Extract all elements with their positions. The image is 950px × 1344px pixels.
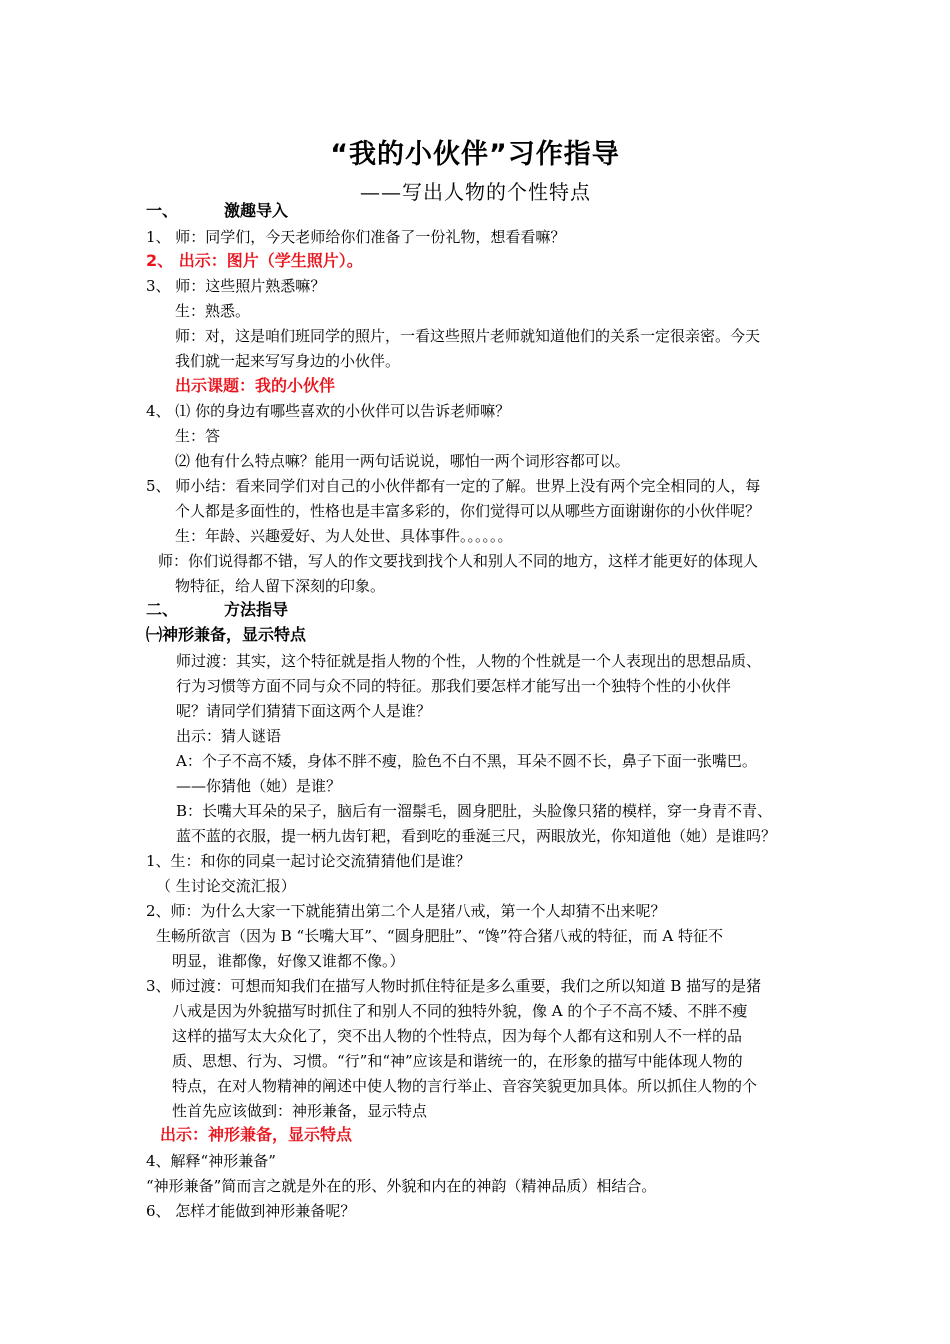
paragraph-line: “神形兼备”简而言之就是外在的形、外貌和内在的神韵（精神品质）相结合。 <box>146 1177 657 1195</box>
paragraph-line: 物特征，给人留下深刻的印象。 <box>175 577 386 595</box>
paragraph-line: 师过渡：其实，这个特征就是指人物的个性，人物的个性就是一个人表现出的思想品质、 <box>176 652 762 670</box>
paragraph-line: 师：对，这是咱们班同学的照片，一看这些照片老师就知道他们的关系一定很亲密。今天 <box>175 327 761 345</box>
paragraph-line: 特点，在对人物精神的阐述中使人物的言行举止、音容笑貌更加具体。所以抓住人物的个 <box>172 1077 758 1095</box>
paragraph-line: 4、 ⑴ 你的身边有哪些喜欢的小伙伴可以告诉老师嘛？ <box>146 402 511 420</box>
paragraph-line: 3、 师：这些照片熟悉嘛？ <box>146 277 326 295</box>
paragraph-line: 出示：猜人谜语 <box>176 727 282 745</box>
paragraph-line: 生：年龄、兴趣爱好、为人处世、具体事件。。。。。。 <box>175 527 513 545</box>
paragraph-line: 蓝不蓝的衣服，提一柄九齿钉耙，看到吃的垂涎三尺，两眼放光，你知道他（她）是谁吗？ <box>176 827 777 845</box>
paragraph-line: B：长嘴大耳朵的呆子，脑后有一溜鬃毛，圆身肥肚，头脸像只猪的模样，穿一身青不青、 <box>176 802 773 820</box>
highlight-line: 出示：神形兼备，显示特点 <box>160 1125 353 1144</box>
paragraph-line: 6、 怎样才能做到神形兼备呢？ <box>146 1202 356 1220</box>
paragraph-line: 5、 师小结：看来同学们对自己的小伙伴都有一定的了解。世界上没有两个完全相同的人，每 <box>146 477 761 495</box>
highlight-line: 出示课题：我的小伙伴 <box>175 376 336 395</box>
paragraph-line: 这样的描写太大众化了，突不出人物的个性特点，因为每个人都有这和别人不一样的品 <box>172 1027 743 1045</box>
paragraph-line: 生：熟悉。 <box>175 302 251 320</box>
section-heading-1 <box>146 201 288 221</box>
paragraph-line: 明显，谁都像，好像又谁都不像。） <box>172 952 405 970</box>
paragraph-line: 个人都是多面性的，性格也是丰富多彩的，你们觉得可以从哪些方面谢谢你的小伙伴呢？ <box>175 502 761 520</box>
section-title: 方法指导 <box>224 600 289 619</box>
highlight-line: 2、 出示：图片（学生照片）。 <box>146 251 363 270</box>
paragraph-line: 八戒是因为外貌描写时抓住了和别人不同的独特外貌，像 A 的个子不高不矮、不胖不瘦 <box>172 1002 748 1020</box>
paragraph-line: 生：答 <box>175 427 221 445</box>
paragraph-line: 1、 师：同学们，今天老师给你们准备了一份礼物，想看看嘛？ <box>146 228 566 246</box>
paragraph-line: 2、师：为什么大家一下就能猜出第二个人是猪八戒，第一个人却猜不出来呢？ <box>146 902 666 920</box>
paragraph-line: 我们就一起来写写身边的小伙伴。 <box>175 352 401 370</box>
section-heading-2 <box>146 600 288 620</box>
paragraph-line: ⑵ 他有什么特点嘛？能用一两句话说说，哪怕一两个词形容都可以。 <box>175 452 630 470</box>
section-title: 激趣导入 <box>224 201 289 220</box>
paragraph-line: 行为习惯等方面不同与众不同的特征。那我们要怎样才能写出一个独特个性的小伙伴 <box>176 677 732 695</box>
paragraph-line: （ 生讨论交流汇报） <box>156 877 296 895</box>
paragraph-line: 师：你们说得都不错，写人的作文要找到找个人和别人不同的地方，这样才能更好的体现人 <box>158 552 759 570</box>
paragraph-line: 呢？请同学们猜猜下面这两个人是谁？ <box>176 702 432 720</box>
paragraph-line: 4、解释“神形兼备” <box>146 1152 276 1170</box>
paragraph-line: 质、思想、行为、习惯。“行”和“神”应该是和谐统一的，在形象的描写中能体现人物的 <box>172 1052 743 1070</box>
section-number: 二、 <box>146 600 179 619</box>
paragraph-line: 性首先应该做到：神形兼备，显示特点 <box>172 1102 428 1120</box>
paragraph-line: 生畅所欲言（因为 B “长嘴大耳”、“圆身肥肚”、“馋”符合猪八戒的特征，而 A 特征不 <box>156 927 723 945</box>
document-subtitle: ——写出人物的个性特点 <box>360 180 591 204</box>
subsection-heading: ㈠神形兼备，显示特点 <box>146 625 307 644</box>
document-title: “我的小伙伴”习作指导 <box>330 139 620 170</box>
paragraph-line: 3、师过渡：可想而知我们在描写人物时抓住特征是多么重要，我们之所以知道 B 描写的是猪 <box>146 977 762 995</box>
paragraph-line: ——你猜他（她）是谁？ <box>176 777 342 795</box>
section-number: 一、 <box>146 201 179 220</box>
paragraph-line: 1、生：和你的同桌一起讨论交流猜猜他们是谁？ <box>146 852 471 870</box>
paragraph-line: A：个子不高不矮，身体不胖不瘦，脸色不白不黑，耳朵不圆不长，鼻子下面一张嘴巴。 <box>176 752 757 770</box>
